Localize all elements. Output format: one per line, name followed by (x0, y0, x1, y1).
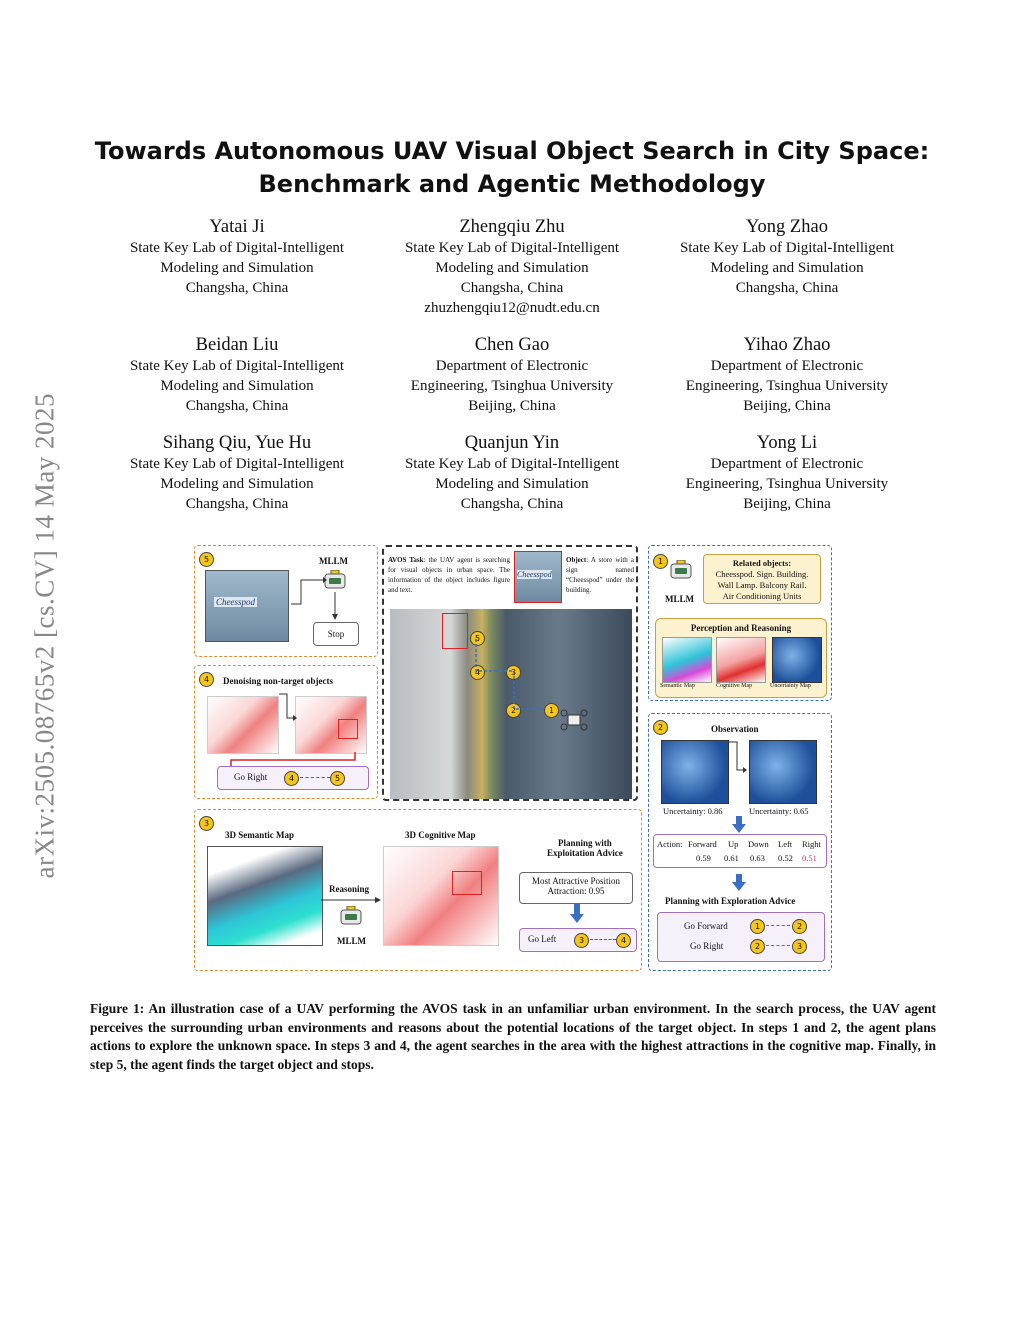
observation-before (661, 740, 729, 804)
author-name: Yatai Ji (209, 217, 265, 237)
author-block (102, 216, 372, 298)
dashed-arrow (300, 777, 330, 778)
arxiv-watermark: arXiv:2505.08765v2 [cs.CV] 14 May 2025 (29, 393, 60, 879)
author-affil: Modeling and Simulation (160, 260, 314, 276)
author-block (652, 216, 922, 298)
waypoint-badge: 1 (750, 919, 765, 934)
flight-path (474, 637, 564, 717)
thumb-caption: Uncertainty Map (770, 683, 811, 689)
action-header: Up (728, 839, 739, 849)
author-affil: Modeling and Simulation (710, 260, 864, 276)
robot-icon (339, 906, 363, 928)
thumb-caption: Semantic Map (660, 683, 695, 689)
action-score: 0.52 (778, 853, 793, 863)
action-score: 0.59 (696, 853, 711, 863)
author-block (377, 216, 647, 318)
waypoint-badge: 2 (506, 703, 521, 718)
related-line: Air Conditioning Units (722, 591, 802, 601)
author-location: Changsha, China (185, 496, 289, 512)
step-number-badge: 2 (653, 720, 668, 735)
store-photo (205, 570, 289, 642)
robot-icon (669, 560, 693, 582)
author-email[interactable]: zhuzhengqiu12@nudt.edu.cn (424, 300, 600, 316)
author-block (652, 432, 922, 514)
author-affil: Modeling and Simulation (435, 260, 589, 276)
step5-panel (194, 545, 378, 657)
uncertainty-before: Uncertainty: 0.86 (663, 806, 723, 816)
action-header: Forward (688, 839, 717, 849)
object-sign-text: Cheesspod (517, 570, 552, 579)
thumb-caption: Cognitive Map (716, 683, 753, 689)
mllm-label: MLLM (665, 594, 694, 604)
cognitive-map-title: 3D Cognitive Map (405, 830, 476, 840)
dashed-arrow (590, 939, 616, 940)
author-location: Beijing, China (468, 398, 556, 414)
semantic-map-thumb (662, 637, 712, 683)
action-label: Go Right (234, 772, 268, 782)
waypoint-badge: 3 (506, 665, 521, 680)
step-number-badge: 1 (653, 554, 668, 569)
step-number-badge: 5 (199, 552, 214, 567)
step2-panel (648, 713, 832, 971)
author-location: Beijing, China (743, 496, 831, 512)
waypoint-badge: 2 (792, 919, 807, 934)
uncertainty-after: Uncertainty: 0.65 (749, 806, 809, 816)
step3-panel (194, 809, 642, 971)
waypoint-badge: 4 (470, 665, 485, 680)
author-location: Changsha, China (185, 280, 289, 296)
author-affil: Modeling and Simulation (160, 476, 314, 492)
observation-after (749, 740, 817, 804)
arrow-down-icon (732, 882, 746, 891)
exploration-actions (657, 912, 825, 962)
related-head: Related objects: (732, 558, 792, 568)
author-affil: State Key Lab of Digital-Intelligent (129, 456, 345, 472)
action-scores-table (653, 834, 827, 868)
author-name: Beidan Liu (195, 335, 279, 355)
arrow-icon (289, 566, 327, 606)
waypoint-badge: 3 (792, 939, 807, 954)
author-location: Changsha, China (460, 280, 564, 296)
arrow-shaft (736, 816, 742, 824)
observation-title: Observation (711, 724, 759, 734)
attraction-value: Attraction: 0.95 (547, 886, 605, 896)
action-go-right[interactable]: Go Right (690, 941, 724, 951)
author-affil: Engineering, Tsinghua University (685, 378, 889, 394)
connector-line (225, 752, 365, 766)
action-label: Action: (657, 839, 683, 849)
action-go-right[interactable] (217, 766, 369, 790)
author-location: Changsha, China (460, 496, 564, 512)
paper-title (0, 135, 1024, 201)
target-highlight (452, 871, 482, 895)
author-affil: Modeling and Simulation (435, 476, 589, 492)
title-line-1: Towards Autonomous UAV Visual Object Search in City Space: (94, 137, 930, 165)
mllm-label: MLLM (337, 936, 366, 946)
action-header: Right (802, 839, 821, 849)
figure-caption: Figure 1: An illustration case of a UAV performing the AVOS task in an unfamiliar urban environment. In the search process, the UAV agent perceives the surrounding urban environments and reasons about the potential locations of the target object. In steps 1 and 2, the agent plans actions to explore the unknown space. In steps 3 and 4, the agent searches in the area with the highest attractions in the cognitive map. Finally, in step 5, the agent finds the target object and stops. (90, 1001, 936, 1072)
object-photo (514, 551, 562, 603)
perception-title: Perception and Reasoning (690, 623, 792, 633)
dashed-arrow (766, 945, 790, 946)
drone-icon (560, 709, 588, 731)
author-affil: Department of Electronic (710, 358, 864, 374)
arrow-icon (277, 692, 297, 722)
planning-title (547, 838, 623, 858)
step1-panel (648, 545, 832, 701)
waypoint-badge: 4 (284, 771, 299, 786)
related-line: Wall Lamp. Balcony Rail. (717, 580, 807, 590)
planning-line: Exploitation Advice (547, 848, 623, 858)
author-affil: State Key Lab of Digital-Intelligent (404, 456, 620, 472)
author-block (377, 432, 647, 514)
arrow-icon (727, 740, 749, 774)
related-objects-box (703, 554, 821, 604)
author-affil: Department of Electronic (710, 456, 864, 472)
step-number-badge: 3 (199, 816, 214, 831)
author-location: Changsha, China (735, 280, 839, 296)
arrow-shaft (736, 874, 742, 882)
author-block (652, 334, 922, 416)
author-name: Quanjun Yin (464, 433, 560, 453)
title-line-2: Benchmark and Agentic Methodology (258, 170, 766, 198)
author-affil: State Key Lab of Digital-Intelligent (129, 358, 345, 374)
cognitive-map-thumb (716, 637, 766, 683)
dashed-arrow (766, 925, 790, 926)
object-head: Object (566, 556, 587, 564)
waypoint-badge: 2 (750, 939, 765, 954)
task-panel (382, 545, 638, 801)
semantic-map-title: 3D Semantic Map (225, 830, 294, 840)
uncertainty-map-thumb (772, 637, 822, 683)
author-location: Changsha, China (185, 398, 289, 414)
action-score: 0.63 (750, 853, 765, 863)
author-name: Yong Zhao (746, 217, 828, 237)
aerial-city-view (390, 609, 632, 799)
mllm-label: MLLM (319, 556, 348, 566)
task-head: AVOS Task (388, 556, 424, 564)
exploration-planning-title: Planning with Exploration Advice (665, 896, 796, 906)
action-score: 0.61 (724, 853, 739, 863)
target-highlight (442, 613, 468, 649)
author-location: Beijing, China (743, 398, 831, 414)
author-affil: State Key Lab of Digital-Intelligent (404, 240, 620, 256)
author-name: Zhengqiu Zhu (459, 217, 565, 237)
author-block (102, 334, 372, 416)
action-label: Go Left (528, 934, 557, 944)
author-name: Chen Gao (474, 335, 550, 355)
author-affil: Engineering, Tsinghua University (685, 476, 889, 492)
waypoint-badge: 1 (544, 703, 559, 718)
semantic-map-image (207, 846, 323, 946)
waypoint-badge: 4 (616, 933, 631, 948)
author-affil: State Key Lab of Digital-Intelligent (679, 240, 895, 256)
author-affil: Department of Electronic (435, 358, 589, 374)
author-name: Yihao Zhao (743, 335, 831, 355)
figure-1 (190, 543, 835, 973)
arrow-down-icon (570, 914, 584, 923)
perception-box (655, 618, 827, 698)
action-score: 0.51 (802, 853, 817, 863)
related-line: Cheesspod. Sign. Building. (715, 569, 809, 579)
arrow-icon (321, 896, 381, 904)
object-text: : A store with a sign named “Cheesspod” under the building. (566, 556, 634, 594)
target-highlight (338, 719, 358, 739)
object-description (566, 555, 634, 595)
author-affil: Modeling and Simulation (160, 378, 314, 394)
attraction-box (519, 872, 633, 904)
step-number-badge: 4 (199, 672, 214, 687)
task-text: : the UAV agent is searching for visual objects in urban space. The information of the object includes figure and text. (388, 556, 510, 594)
author-block (377, 334, 647, 416)
store-sign-text: Cheesspod (216, 597, 255, 607)
action-header: Left (778, 839, 793, 849)
waypoint-badge: 5 (330, 771, 345, 786)
reasoning-label: Reasoning (329, 884, 370, 894)
waypoint-badge: 3 (574, 933, 589, 948)
author-affil: State Key Lab of Digital-Intelligent (129, 240, 345, 256)
author-name: Sihang Qiu, Yue Hu (162, 433, 312, 453)
attraction-line: Most Attractive Position (531, 876, 620, 886)
denoise-title: Denoising non-target objects (223, 676, 333, 686)
arrow-shaft (574, 904, 580, 914)
step4-panel (194, 665, 378, 799)
stop-button[interactable]: Stop (313, 622, 359, 646)
action-header: Down (748, 839, 769, 849)
cognitive-map-after (295, 696, 367, 754)
author-name: Yong Li (756, 433, 818, 453)
author-affil: Engineering, Tsinghua University (410, 378, 614, 394)
planning-line: Planning with (557, 838, 612, 848)
arrow-down-icon (732, 824, 746, 833)
waypoint-badge: 5 (470, 631, 485, 646)
cognitive-map-before (207, 696, 279, 754)
action-go-forward[interactable]: Go Forward (684, 921, 728, 931)
author-block (102, 432, 372, 514)
action-go-left[interactable] (519, 928, 637, 952)
cognitive-map-image (383, 846, 499, 946)
task-description (388, 555, 510, 595)
arrow-down-icon (331, 592, 339, 620)
